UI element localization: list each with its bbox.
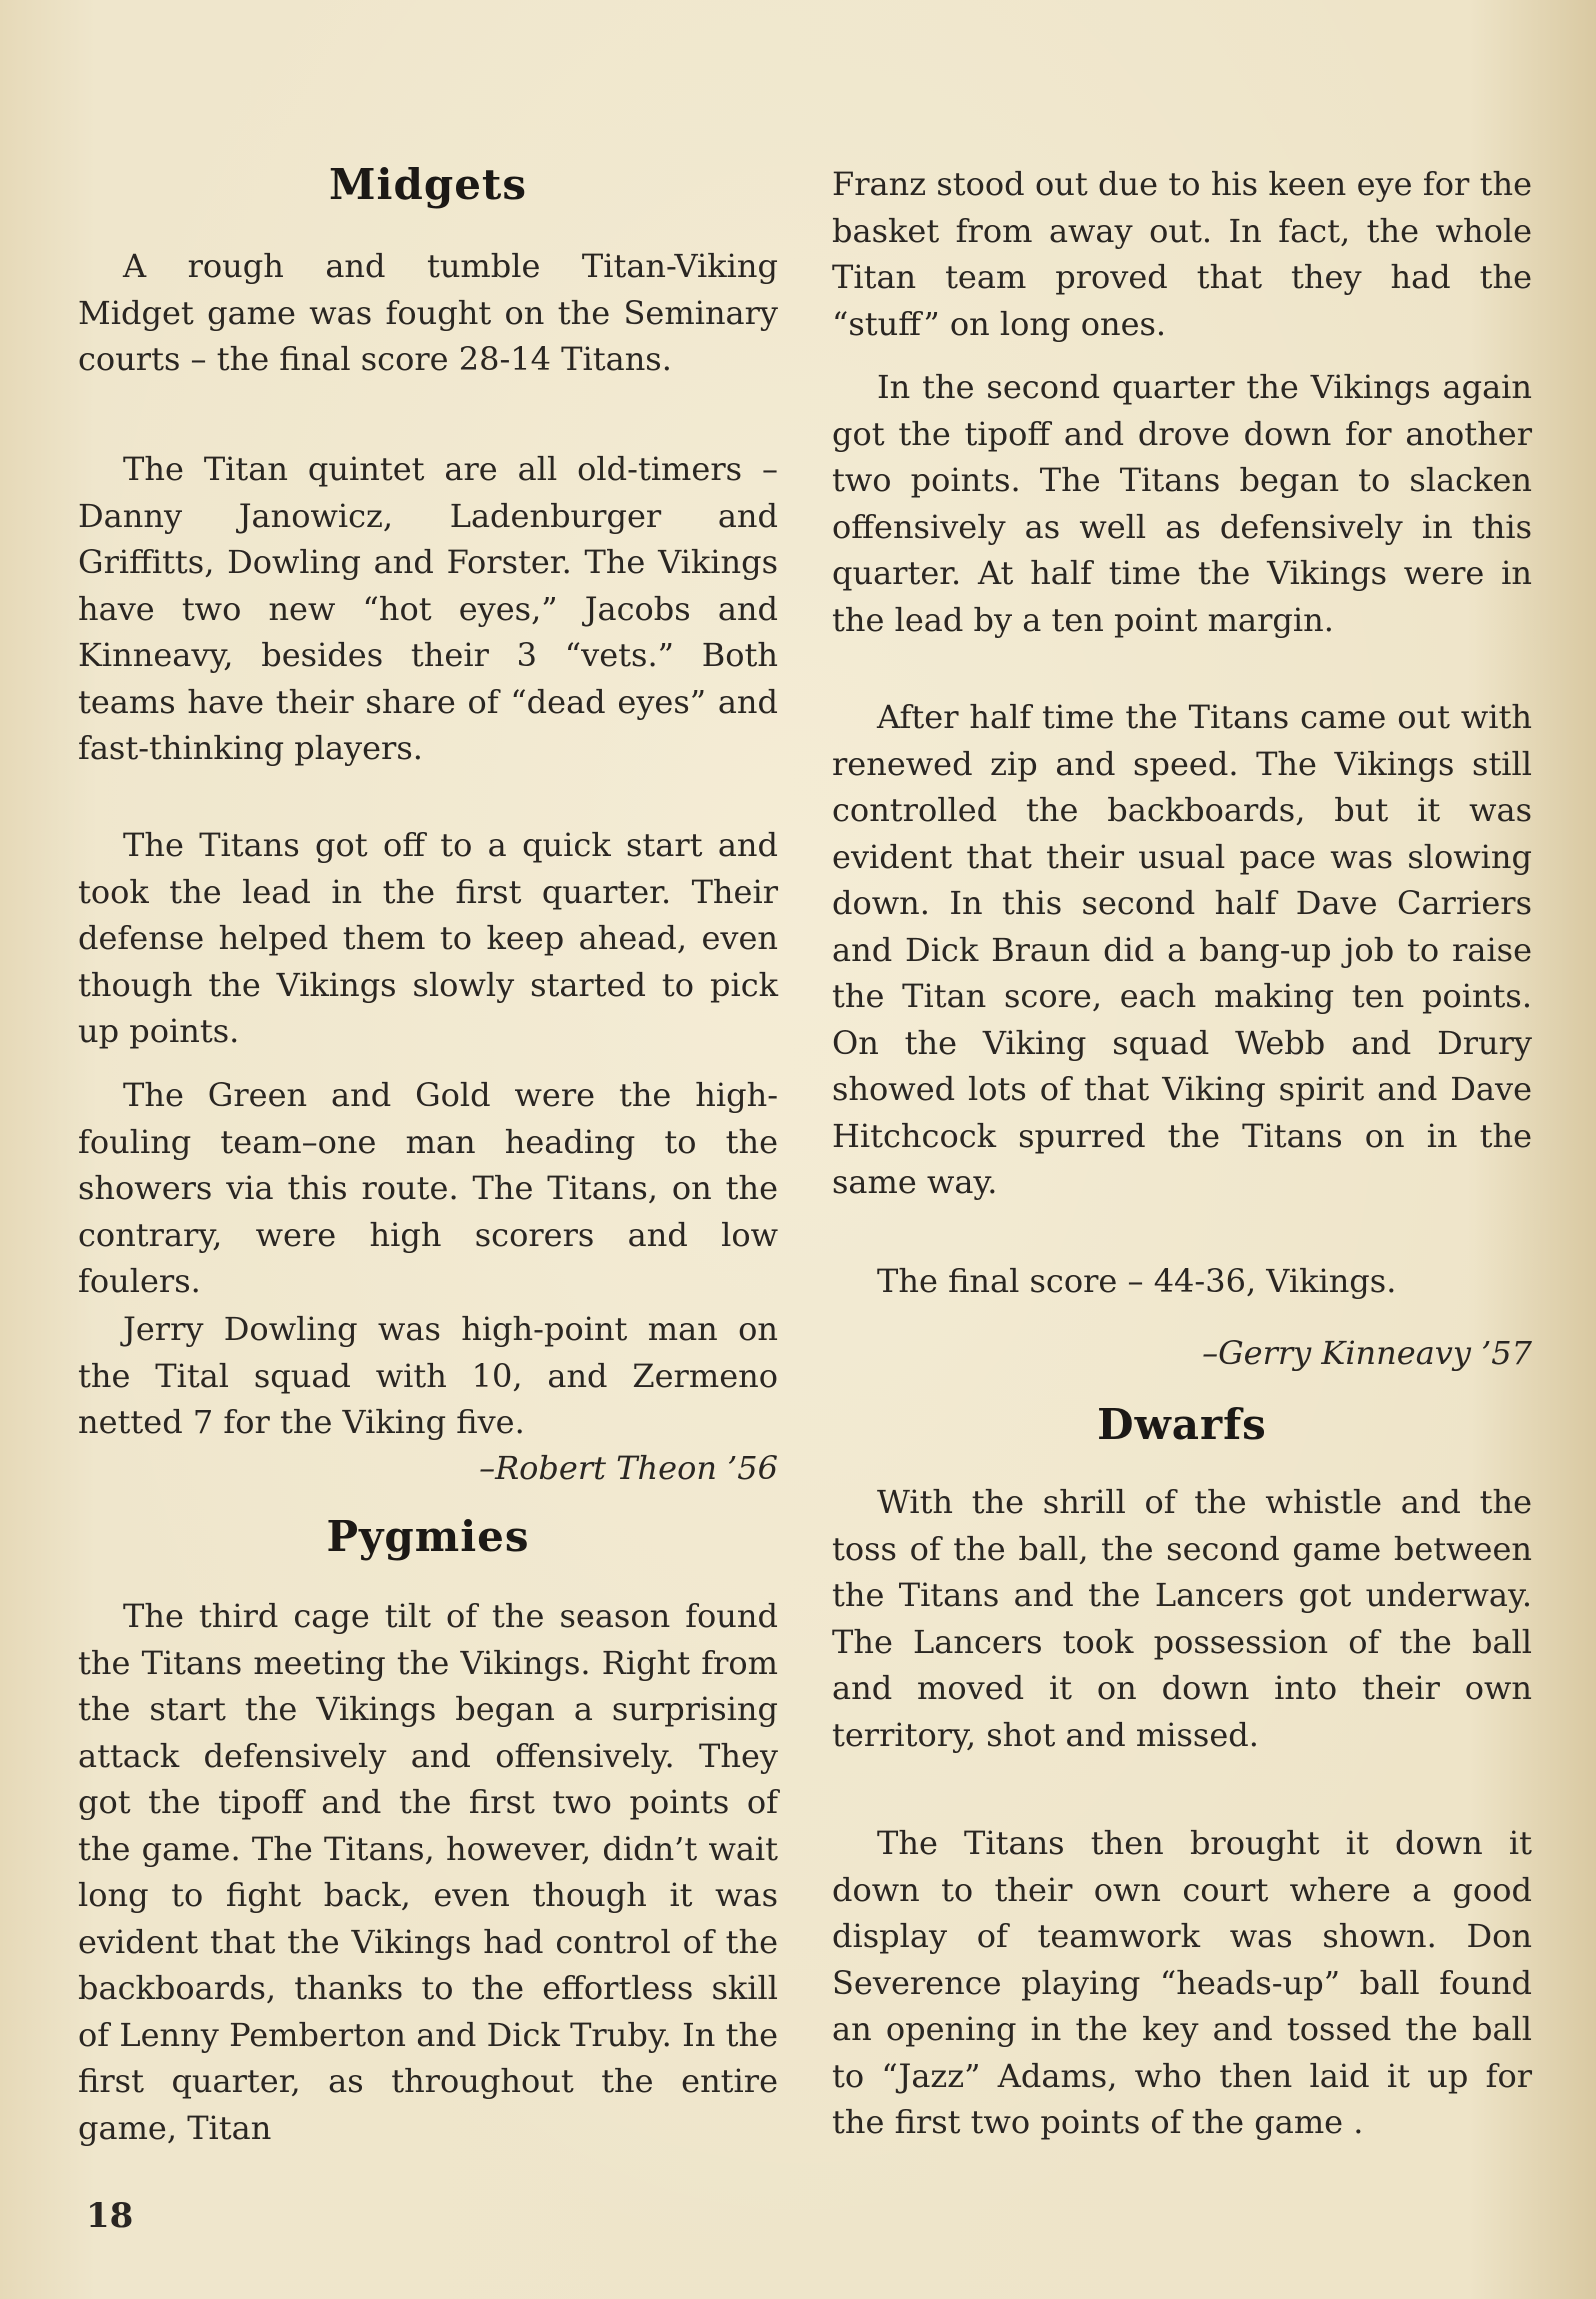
- pygmies-heading: Pygmies: [326, 1512, 530, 1561]
- page-number: 18: [86, 2196, 134, 2236]
- dwarfs-paragraph-1: With the shrill of the whistle and the toss of the ball, the second game between the Titans and the Lancers got underway. The Lancers took possession of the ball and moved it on down into their own territory, shot and missed.: [832, 1483, 1532, 1754]
- midgets-paragraph-2: The Titan quintet are all old-timers –Danny Janowicz, Ladenburger and Griffitts, Dowling and Forster. The Vikings have two new “hot eyes,” Jacobs and Kinneavy, besides their 3 “vets.” Both teams have their share of “dead eyes” and fast-thinking players.: [78, 450, 778, 767]
- dwarfs-heading: Dwarfs: [1097, 1400, 1267, 1449]
- dwarfs-paragraph-2: The Titans then brought it down it down to their own court where a good display of teamwork was shown. Don Severence playing “heads-up” ball found an opening in the key and tossed the ball to “Jazz” Adams, who then laid it up for the first two points of the game .: [832, 1824, 1532, 2141]
- midgets-byline: –Robert Theon ’56: [479, 1449, 778, 1487]
- midgets-paragraph-3: The Titans got off to a quick start and took the lead in the first quarter. Their defense helped them to keep ahead, even though the Vikings slowly started to pick up points.: [78, 826, 778, 1050]
- pygmies-continued-paragraph-3: After half time the Titans came out with renewed zip and speed. The Vikings still controlled the backboards, but it was evident that their usual pace was slowing down. In this second half Dave Carriers and Dick Braun did a bang-up job to raise the Titan score, each making ten points. On the Viking squad Webb and Drury showed lots of that Viking spirit and Dave Hitchcock spurred the Titans on in the same way.: [832, 698, 1532, 1201]
- pygmies-continued-paragraph-1: Franz stood out due to his keen eye for the basket from away out. In fact, the whole Titan team proved that they had the “stuff” on long ones.: [832, 165, 1532, 343]
- pygmies-final-score: The final score – 44-36, Vikings.: [877, 1262, 1397, 1300]
- midgets-paragraph-1: A rough and tumble Titan-Viking Midget game was fought on the Seminary courts – the final score 28-14 Titans.: [78, 247, 778, 378]
- midgets-heading: Midgets: [329, 160, 527, 209]
- pygmies-continued-paragraph-2: In the second quarter the Vikings again got the tipoff and drove down for another two points. The Titans began to slacken offensively as well as defensively in this quarter. At half time the Vikings were in the lead by a ten point margin.: [832, 368, 1532, 639]
- pygmies-byline: –Gerry Kinneavy ’57: [1202, 1334, 1532, 1372]
- pygmies-paragraph-1: The third cage tilt of the season found the Titans meeting the Vikings. Right from the start the Vikings began a surprising attack defensively and offensively. They got the tipoff and the first two points of the game. The Titans, however, didn’t wait long to fight back, even though it was evident that the Vikings had control of the backboards, thanks to the effortless skill of Lenny Pemberton and Dick Truby. In the first quarter, as throughout the entire game, Titan: [78, 1597, 778, 2147]
- midgets-paragraph-4: The Green and Gold were the high-fouling team–one man heading to the showers via this route. The Titans, on the contrary, were high scorers and low foulers.: [78, 1076, 778, 1300]
- midgets-paragraph-5: Jerry Dowling was high-point man on the Tital squad with 10, and Zermeno netted 7 for the Viking five.: [78, 1310, 778, 1441]
